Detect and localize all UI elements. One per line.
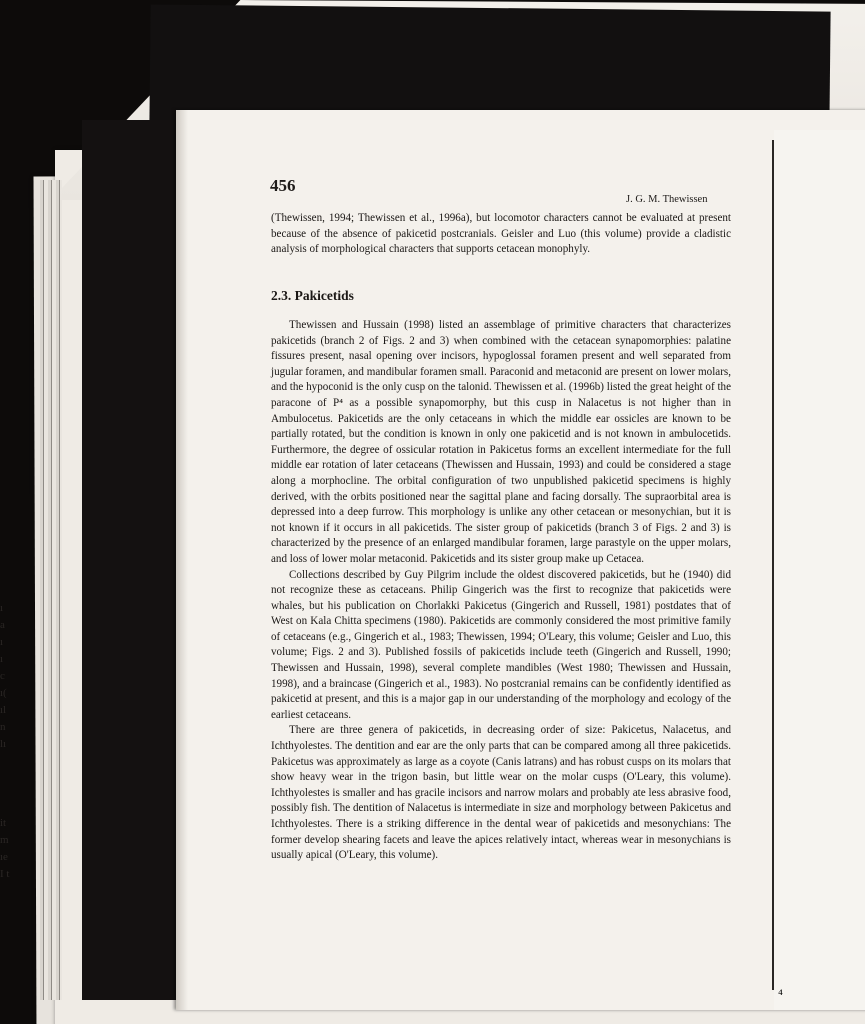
text-fragment: m [0, 834, 9, 846]
text-fragment: lı [0, 738, 7, 750]
right-margin [774, 130, 865, 1010]
text-fragment: ı [0, 653, 4, 665]
book-page [176, 110, 865, 1010]
body-paragraph: Collections described by Guy Pilgrim include the oldest discovered pakicetids, but he (1940) did not recognize these as cetaceans. Philip Gingerich was the first to recognize that pakicetids were whales, but his publication on Chorlakki Pakicetus (Gingerich and Russell, 1981) postdates that of West on Kala Chitta specimens (1980). Pakicetids are commonly considered the most primitive family of cetaceans (e.g., Gingerich et al., 1983; Thewissen, 1994; O'Leary, this volume; Geisler and Luo, this volume; Figs. 2 and 3). Published fossils of pakicetids include teeth (Gingerich and Russell, 1990; Thewissen and Hussain, 1998), several complete mandibles (West 1980; Thewissen and Hussain, 1998), and a braincase (Gingerich et al., 1983). No postcranial remains can be confidently identified as pakicetid at present, and this is a major gap in our understanding of the morphology and ecology of the earliest cetaceans. [271, 568, 731, 721]
text-fragment: ı( [0, 687, 7, 699]
text-fragment: a [0, 619, 5, 631]
body-paragraph: There are three genera of pakicetids, in decreasing order of size: Pakicetus, Nalacetus, and Ichthyolestes. The dentition and ear are the only parts that can be compared among all three pakicetids. Pakicetus was approximately as large as a coyote (Canis latrans) and has robust cusps on its molars that show heavy wear in the trigon basin, but little wear on the molar cusps (O'Leary, this volume). Ichthyolestes is smaller and has gracile incisors and narrow molars and probably ate less abrasive food, possibly fish. The dentition of Nalacetus is intermediate in size and morphology between Pakicetus and Ichthyolestes. There is a striking difference in the dental wear of pakicetids and mesonychians: The former develop shearing facets and leave the apices relatively intact, whereas wear in mesonychians is usually apical (O'Leary, this volume). [271, 724, 731, 862]
right-margin-rule [772, 140, 774, 990]
text-fragment: ı [0, 636, 4, 648]
text-fragment: it [0, 817, 7, 829]
section-body [271, 318, 731, 864]
running-head: J. G. M. Thewissen [626, 194, 708, 205]
page-gutter-shade [176, 110, 188, 1010]
copy-shadow-band [82, 120, 186, 1000]
underlying-text-fragments [0, 815, 30, 883]
page-number: 456 [270, 176, 296, 195]
text-fragment: ı [0, 602, 4, 614]
text-fragment: ıl [0, 704, 7, 716]
intro-paragraph-block [271, 211, 731, 258]
text-fragment: ıe [0, 851, 8, 863]
text-fragment: I t [0, 868, 10, 880]
intro-paragraph: (Thewissen, 1994; Thewissen et al., 1996a), but locomotor characters cannot be evaluated at present because of the absence of pakicetid postcranials. Geisler and Luo (this volume) provide a cladistic analysis of morphological characters that supports cetacean monophyly. [271, 212, 731, 256]
stacked-page-edges [40, 180, 62, 1000]
corner-mark: ⁴ [778, 988, 783, 1003]
text-fragment: c [0, 670, 5, 682]
underlying-text-fragments [0, 600, 30, 753]
body-paragraph: Thewissen and Hussain (1998) listed an assemblage of primitive characters that characterizes pakicetids (branch 2 of Figs. 2 and 3) when combined with the cetacean synapomorphies: palatine fissures present, nasal opening over incisors, hypoglossal foramen present and well separated from jugular foramen, and mandibular foramen small. Paraconid and metaconid are present on lower molars, and the hypoconid is the only cusp on the talonid. Thewissen et al. (1996b) listed the great height of the paracone of P⁴ as a possible synapomorphy, but this cusp in Nalacetus is not higher than in Ambulocetus. Pakicetids are the only cetaceans in which the middle ear ossicles are known to be partially rotated, but the condition is known in only one pakicetid and is not known in ambulocetids. Furthermore, the degree of ossicular rotation in Pakicetus forms an excellent intermediate for the full middle ear rotation of later cetaceans (Thewissen and Hussain, 1993) and could be considered a stage along a morphocline. The orbital configuration of two unpublished pakicetid specimens is highly derived, with the orbits positioned near the sagittal plane and facing dorsally. The supraorbital area is depressed into a deep furrow. This morphology is unlike any other cetacean or mesonychian, but it is not known if it occurs in all pakicetids. The sister group of pakicetids (branch 3 of Figs. 2 and 3) is characterized by the presence of an enlarged mandibular foramen, large parastyle on the upper molars, and loss of lower molar metaconid. Pakicetids and its sister group make up Cetacea. [271, 319, 731, 565]
text-fragment: n [0, 721, 6, 733]
section-heading: 2.3. Pakicetids [271, 288, 354, 303]
